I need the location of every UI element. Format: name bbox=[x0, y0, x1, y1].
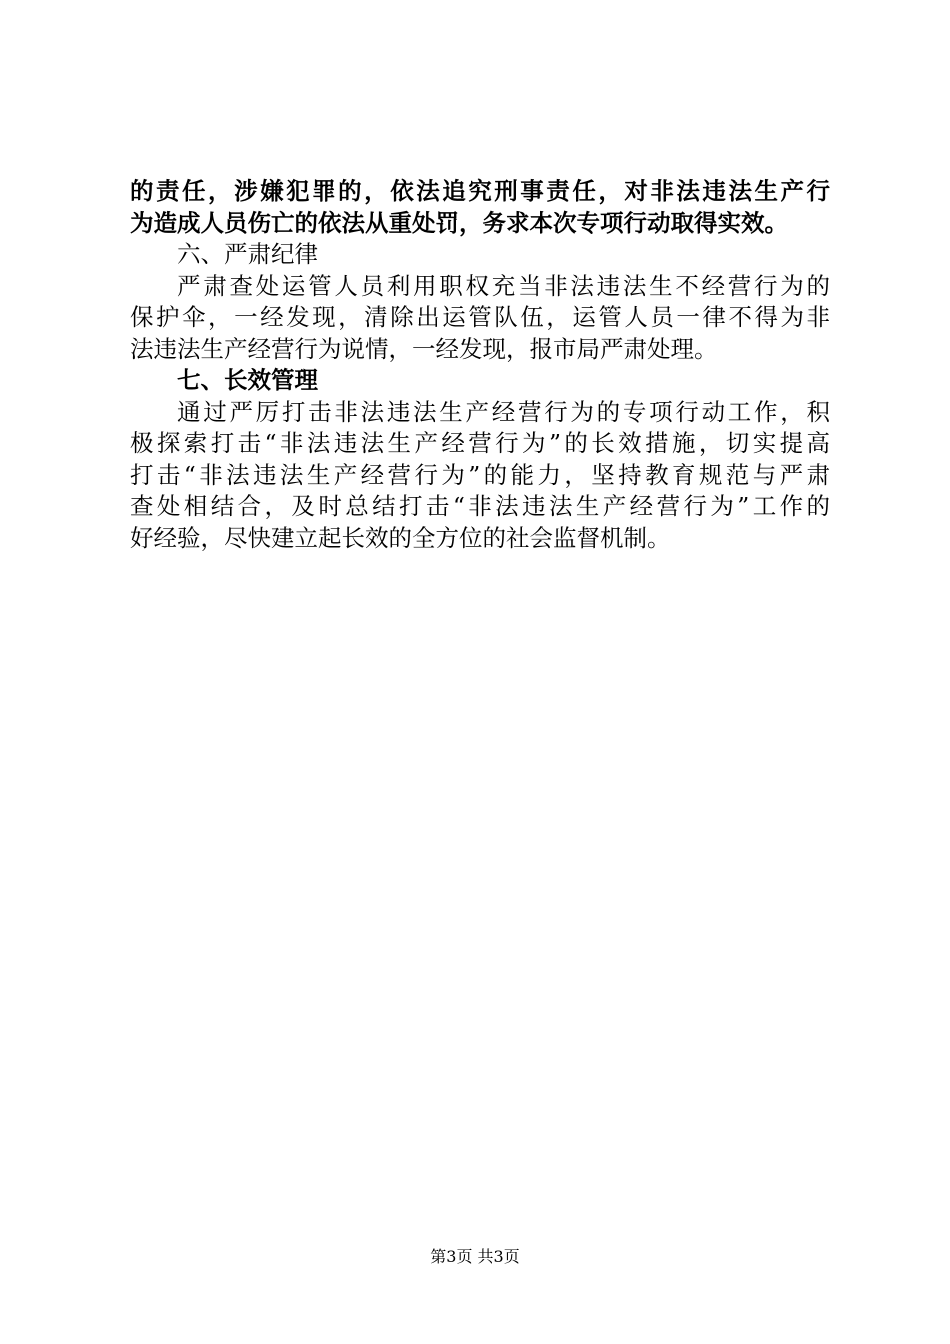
section7-line: 通过严厉打击非法违法生产经营行为的专项行动工作，积 bbox=[177, 397, 830, 426]
section-heading-7: 七、长效管理 bbox=[177, 366, 318, 394]
section7-line: 打击“非法违法生产经营行为”的能力，坚持教育规范与严肃 bbox=[130, 460, 830, 489]
section-heading-6: 六、严肃纪律 bbox=[177, 240, 318, 268]
section6-line: 法违法生产经营行为说情，一经发现，报市局严肃处理。 bbox=[130, 334, 718, 363]
section7-line: 极探索打击“非法违法生产经营行为”的长效措施，切实提高 bbox=[130, 429, 830, 457]
section6-line: 严肃查处运管人员利用职权充当非法违法生不经营行为的 bbox=[177, 271, 830, 300]
page-footer: 第3页 共3页 bbox=[430, 1247, 520, 1266]
body-line: 的责任，涉嫌犯罪的，依法追究刑事责任，对非法违法生产行 bbox=[130, 177, 830, 205]
body-line: 为造成人员伤亡的依法从重处罚，务求本次专项行动取得实效。 bbox=[130, 208, 788, 237]
section7-line: 好经验，尽快建立起长效的全方位的社会监督机制。 bbox=[130, 523, 671, 552]
section6-line: 保护伞，一经发现，清除出运管队伍，运管人员一律不得为非 bbox=[130, 303, 830, 331]
document-body bbox=[130, 176, 830, 554]
section7-line: 查处相结合，及时总结打击“非法违法生产经营行为”工作的 bbox=[130, 492, 830, 520]
